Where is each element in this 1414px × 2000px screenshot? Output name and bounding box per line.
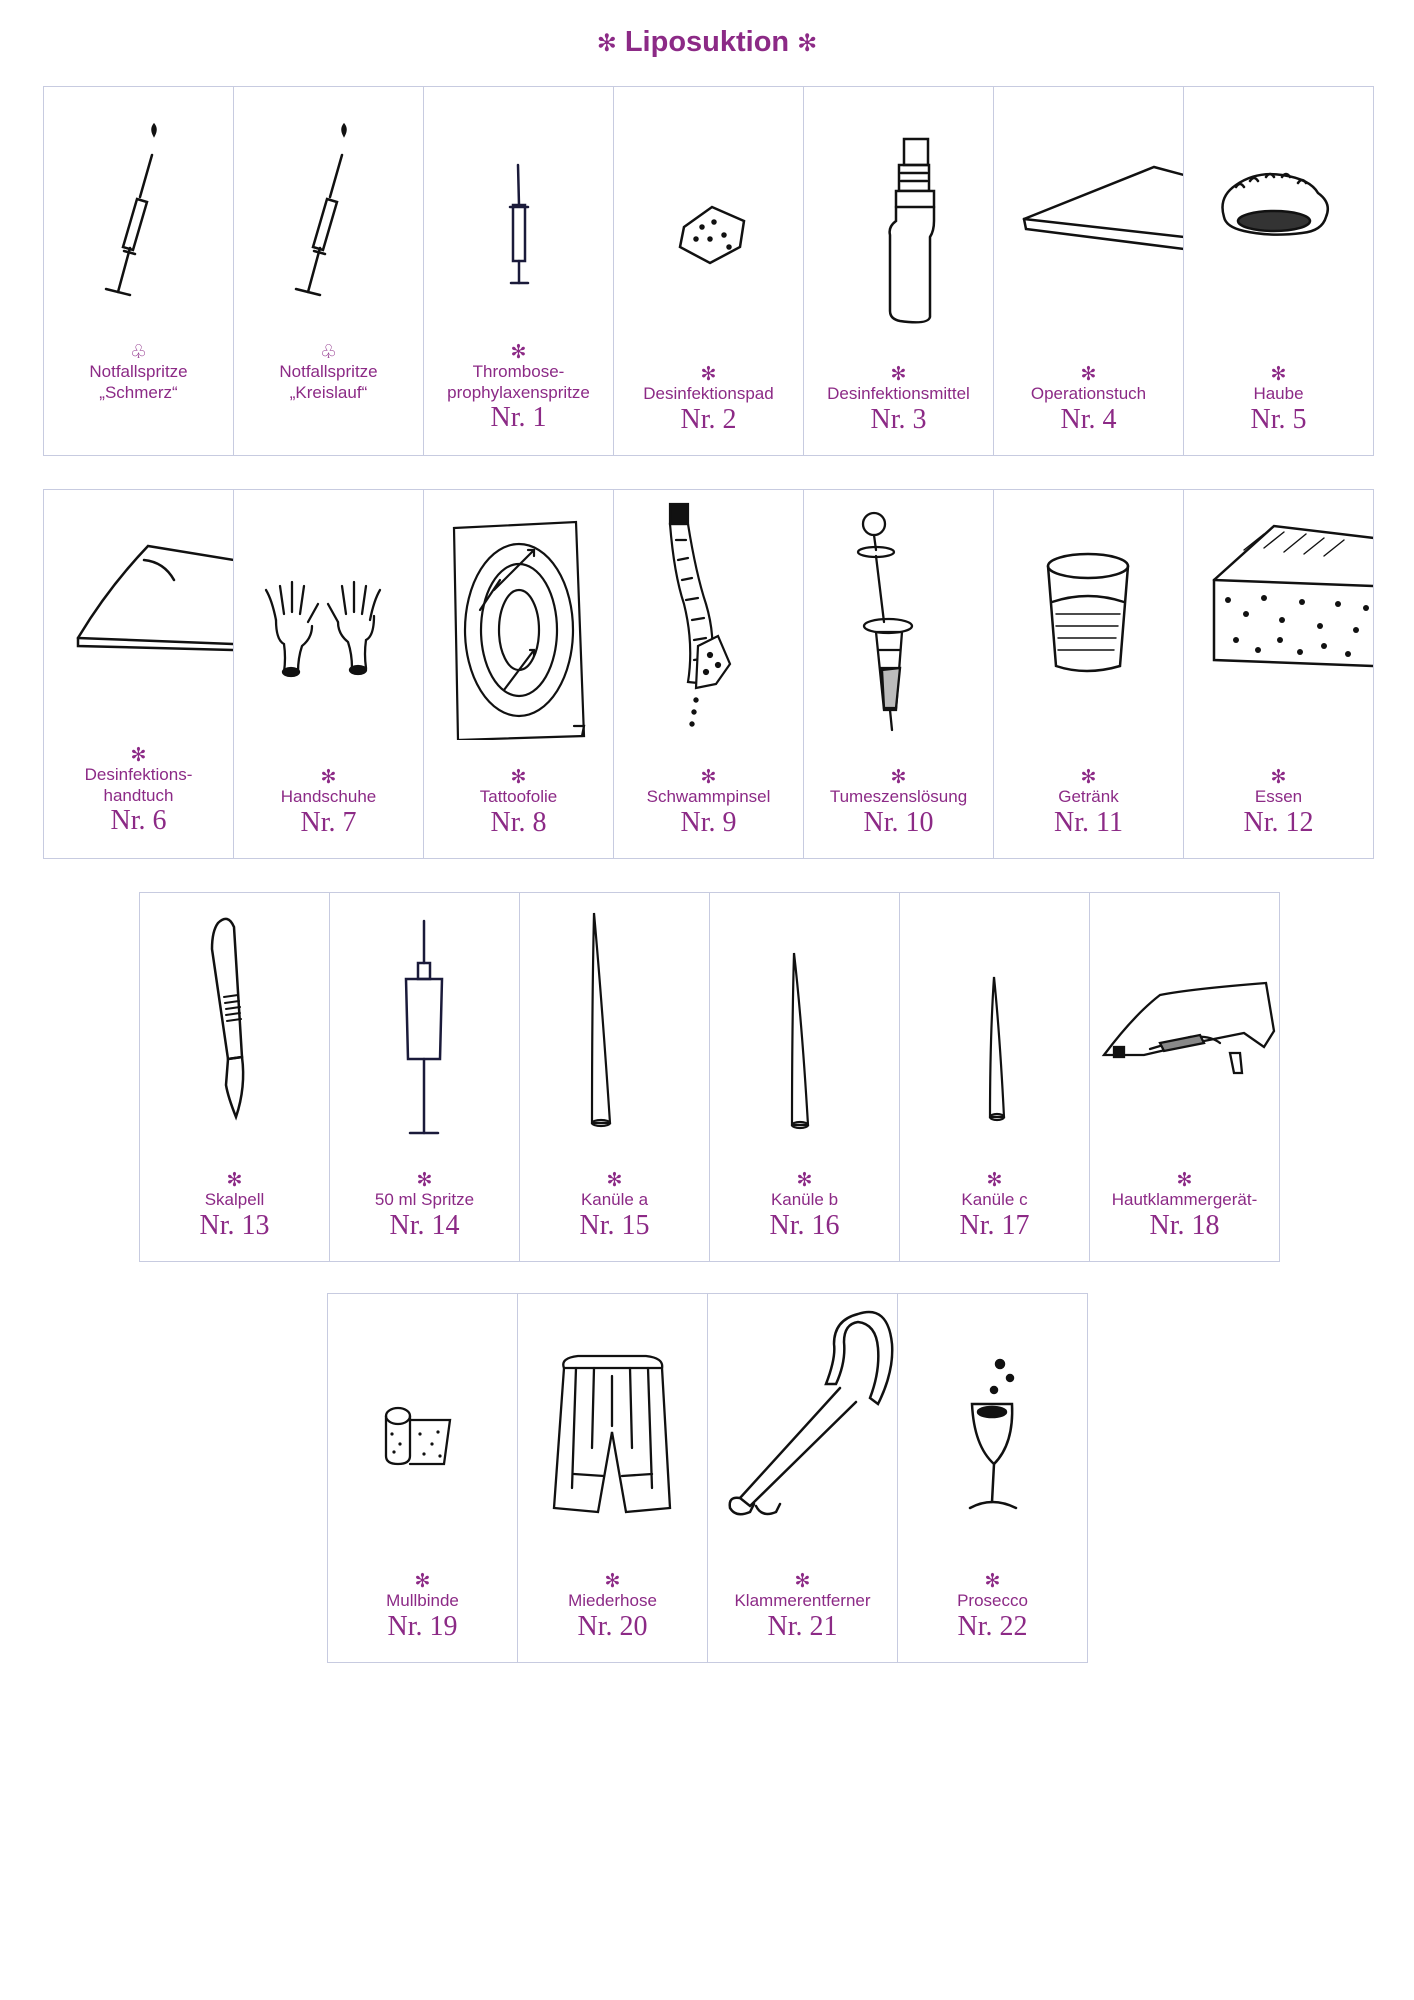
card-number: Nr. 4 [1060,404,1117,435]
syringe-icon [234,87,424,337]
card-label: Getränk [1058,787,1119,806]
card-row-4 [327,1293,1088,1663]
card-caption [708,1542,897,1662]
large-syringe-icon [330,893,520,1143]
card-kanuele-b [710,893,900,1261]
card-label: Notfallspritze „Schmerz“ [89,362,188,402]
title-star-right: ✻ [797,30,818,57]
cloth-icon [994,87,1184,337]
card-row-2 [43,489,1374,859]
card-caption [614,738,803,858]
card-label: Schwammpinsel [646,787,771,806]
asterisk-symbol: ✻ [416,1170,433,1191]
towel-icon [44,490,234,740]
card-caption [140,1141,329,1261]
card-label: Essen [1254,787,1303,806]
card-label: Mullbinde [386,1591,459,1610]
card-label: Desinfektionspad [643,384,774,403]
scalpel-icon [140,893,330,1143]
card-number: Nr. 15 [579,1210,650,1241]
card-number: Nr. 21 [767,1611,838,1642]
card-klammerentferner [708,1294,898,1662]
card-caption [518,1542,707,1662]
card-caption [900,1141,1089,1261]
asterisk-symbol: ✻ [226,1170,243,1191]
asterisk-symbol: ✻ [700,767,717,788]
asterisk-symbol: ✻ [984,1571,1001,1592]
card-number: Nr. 5 [1250,404,1307,435]
pad-icon [614,87,804,337]
card-caption [994,738,1183,858]
card-50ml-spritze [330,893,520,1261]
card-caption [1184,738,1373,858]
card-hautklammergeraet [1090,893,1280,1261]
card-label: Tattoofolie [479,787,558,806]
thin-syringe-icon [424,87,614,337]
asterisk-symbol: ✻ [510,767,527,788]
card-label: Haube [1253,384,1304,403]
card-thromboseprophylaxenspritze [424,87,614,455]
card-caption [520,1141,709,1261]
card-handschuhe [234,490,424,858]
card-mullbinde [328,1294,518,1662]
asterisk-symbol: ✻ [130,745,147,766]
card-desinfektionspad [614,87,804,455]
asterisk-symbol: ✻ [794,1571,811,1592]
card-tumeszensloesung [804,490,994,858]
card-caption [234,335,423,455]
card-label: Handschuhe [280,787,377,806]
asterisk-symbol: ✻ [1080,364,1097,385]
card-caption [804,738,993,858]
card-row-1 [43,86,1374,456]
card-number: Nr. 17 [959,1210,1030,1241]
asterisk-symbol: ✻ [604,1571,621,1592]
card-label: Notfallspritze „Kreislauf“ [279,362,378,402]
card-number: Nr. 9 [680,807,737,838]
card-essen [1184,490,1374,858]
card-label: Klammerentferner [734,1591,871,1610]
card-number: Nr. 6 [110,805,167,836]
card-row-3 [139,892,1280,1262]
card-number: Nr. 20 [577,1611,648,1642]
card-number: Nr. 3 [870,404,927,435]
card-caption [804,335,993,455]
card-number: Nr. 19 [387,1611,458,1642]
asterisk-symbol: ✻ [700,364,717,385]
card-label: Desinfektions- handtuch [84,765,193,805]
card-number: Nr. 18 [1149,1210,1220,1241]
card-schwammpinsel [614,490,804,858]
card-caption [328,1542,517,1662]
staple-remover-icon [708,1294,898,1544]
card-caption [44,738,233,858]
cap-icon [1184,87,1374,337]
cannula-icon [900,893,1090,1143]
card-kanuele-c [900,893,1090,1261]
spray-bottle-icon [804,87,994,337]
card-operationstuch [994,87,1184,455]
card-caption [1184,335,1373,455]
card-label: Operationstuch [1030,384,1147,403]
card-tattoofolie [424,490,614,858]
card-number: Nr. 22 [957,1611,1028,1642]
tattoo-foil-icon [424,490,614,740]
card-desinfektionshandtuch [44,490,234,858]
title-star-left: ✻ [596,30,617,57]
card-number: Nr. 14 [389,1210,460,1241]
card-label: Hautklammergerät- [1111,1190,1258,1209]
gauze-roll-icon [328,1294,518,1544]
card-kanuele-a [520,893,710,1261]
skin-stapler-icon [1090,893,1280,1143]
card-caption [614,335,803,455]
card-number: Nr. 1 [490,402,547,433]
card-caption [424,738,613,858]
card-notfallspritze-kreislauf [234,87,424,455]
card-label: Kanüle a [580,1190,649,1209]
glass-icon [994,490,1184,740]
card-label: Tumeszenslösung [829,787,968,806]
card-number: Nr. 13 [199,1210,270,1241]
card-number: Nr. 8 [490,807,547,838]
asterisk-symbol: ✻ [606,1170,623,1191]
asterisk-symbol: ✻ [1270,767,1287,788]
card-caption [44,335,233,455]
trefoil-symbol: ♧ [129,342,148,363]
asterisk-symbol: ✻ [1176,1170,1193,1191]
card-caption [710,1141,899,1261]
card-miederhose [518,1294,708,1662]
card-label: Miederhose [568,1591,657,1610]
asterisk-symbol: ✻ [1270,364,1287,385]
card-label: Prosecco [957,1591,1028,1610]
asterisk-symbol: ✻ [320,767,337,788]
card-label: Skalpell [204,1190,265,1209]
card-number: Nr. 16 [769,1210,840,1241]
asterisk-symbol: ✻ [414,1571,431,1592]
asterisk-symbol: ✻ [986,1170,1003,1191]
card-number: Nr. 12 [1243,807,1314,838]
solution-syringe-icon [804,490,994,740]
card-caption [1090,1141,1279,1261]
prosecco-glass-icon [898,1294,1088,1544]
card-number: Nr. 11 [1054,807,1123,838]
card-skalpell [140,893,330,1261]
asterisk-symbol: ✻ [890,364,907,385]
compression-shorts-icon [518,1294,708,1544]
card-caption [994,335,1183,455]
gloves-icon [234,490,424,740]
card-label: Kanüle b [770,1190,839,1209]
card-caption [234,738,423,858]
card-prosecco [898,1294,1088,1662]
trefoil-symbol: ♧ [319,342,338,363]
title-text: Liposuktion [624,26,790,58]
page-title [0,26,1414,59]
asterisk-symbol: ✻ [796,1170,813,1191]
card-haube [1184,87,1374,455]
card-label: Desinfektionsmittel [827,384,970,403]
syringe-icon [44,87,234,337]
sponge-brush-icon [614,490,804,740]
card-number: Nr. 7 [300,807,357,838]
asterisk-symbol: ✻ [890,767,907,788]
card-caption [898,1542,1087,1662]
asterisk-symbol: ✻ [1080,767,1097,788]
card-number: Nr. 2 [680,404,737,435]
card-label: 50 ml Spritze [374,1190,475,1209]
cannula-icon [520,893,710,1143]
card-label: Thrombose- prophylaxenspritze [447,362,590,402]
card-desinfektionsmittel [804,87,994,455]
cannula-icon [710,893,900,1143]
card-getraenk [994,490,1184,858]
card-notfallspritze-schmerz [44,87,234,455]
card-number: Nr. 10 [863,807,934,838]
cake-icon [1184,490,1374,740]
asterisk-symbol: ✻ [510,342,527,363]
card-caption [330,1141,519,1261]
card-label: Kanüle c [961,1190,1028,1209]
card-caption [424,335,613,455]
